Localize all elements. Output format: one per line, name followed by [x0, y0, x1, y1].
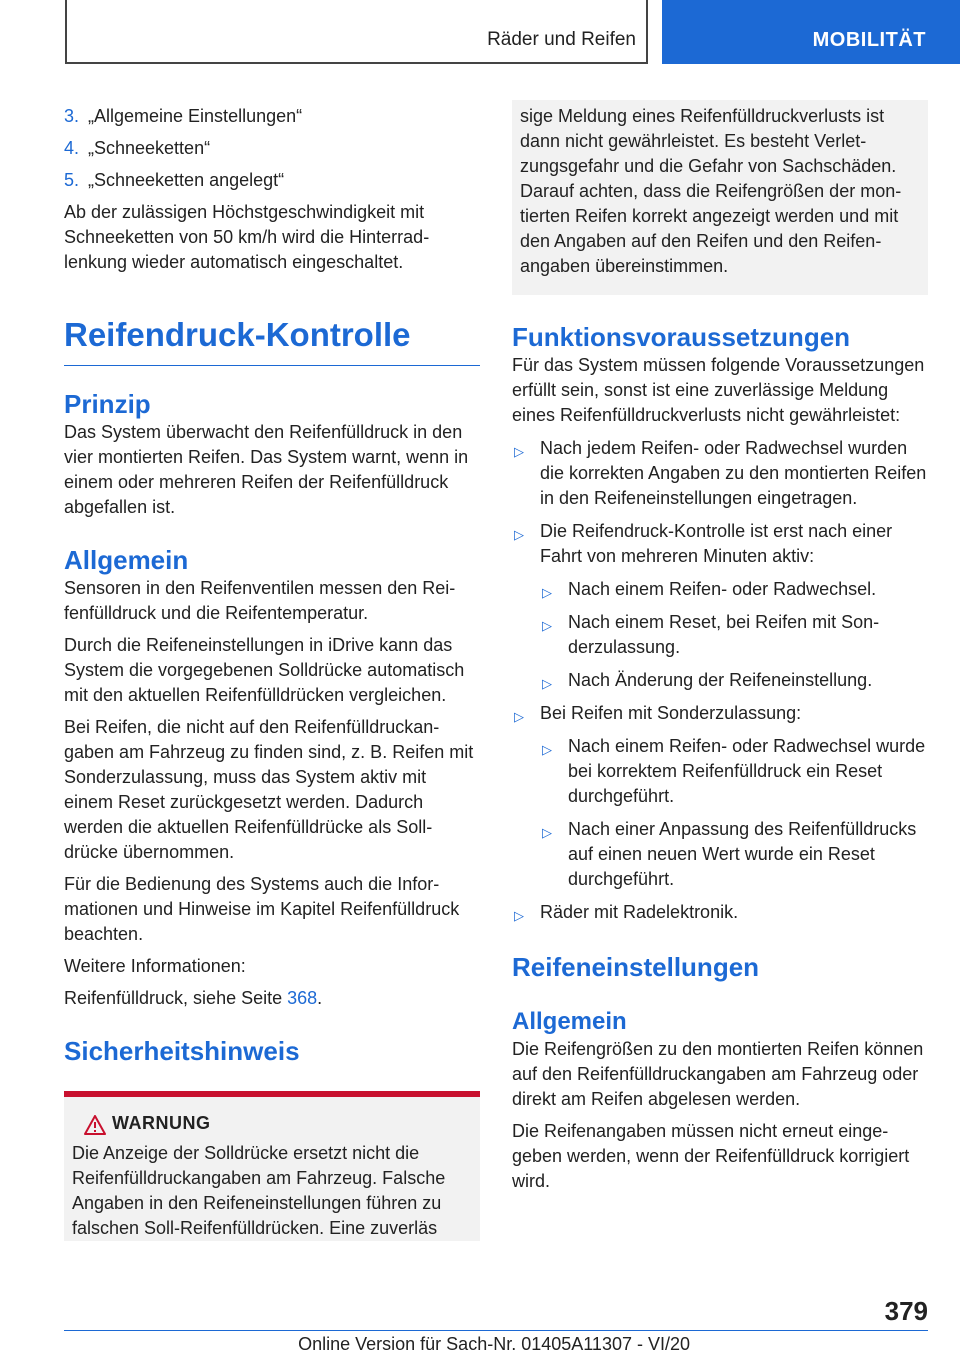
heading-allgemein: Allgemein	[64, 545, 189, 575]
right-column	[512, 104, 928, 1194]
funktion-text: Für das System müssen folgende Voraussetzungen erfüllt sein, sonst ist eine zuverlässige Meldung eines Reifenfülldruckverlusts nicht gewährleistet:	[512, 355, 925, 425]
list-item: ▷ Die Reifendruck-Kontrolle ist erst nach einer Fahrt von mehreren Minuten aktiv: ▷ Nach einem Reifen- oder Radwechsel. ▷ Nach einem Reset, bei Reifen mit Sonderzulassung. ▷ Nach Änderung der Reifeneinstellung.	[512, 519, 928, 693]
bullet-triangle-icon: ▷	[542, 618, 552, 633]
left-column	[64, 104, 480, 1241]
sub-list	[540, 734, 928, 892]
header-chapter-label: MOBILITÄT	[812, 29, 926, 51]
list-item: ▷ Nach jedem Reifen- oder Radwechsel wurden die korrekten Angaben zu den montierten Reifen in den Reifeneinstellungen eingetragen.	[514, 438, 927, 508]
list-item: ▷ Nach einem Reifen- oder Radwechsel wurde bei korrektem Reifenfülldruck ein Reset durchgeführt.	[542, 736, 926, 806]
footer-divider	[64, 1330, 928, 1331]
reifeneinst-text-1: Die Reifengrößen zu den montierten Reifen können auf den Reifenfülldruckangaben am Fahrzeug oder direkt am Reifen abgelesen werden.	[512, 1039, 924, 1109]
heading-sicherheitshinweis: Sicherheitshinweis	[64, 1036, 300, 1066]
allgemein-text-2: Durch die Reifeneinstellungen in iDrive kann das System die vorgegebenen Solldrücke automatisch mit den aktuellen Reifenfülldrücken vergleichen.	[64, 635, 465, 705]
page-number: 379	[884, 1296, 928, 1326]
bullet-triangle-icon: ▷	[514, 444, 524, 459]
requirements-list	[512, 436, 928, 925]
bullet-triangle-icon: ▷	[514, 709, 524, 724]
allgemein-text-5: Weitere Informationen:	[64, 956, 246, 976]
sub-list	[540, 577, 928, 693]
warning-text: Die Anzeige der Solldrücke ersetzt nicht die Reifenfülldruckangaben am Fahrzeug. Falsche Angaben in den Reifeneinstellungen führen zu falschen Soll-Reifenfülldrücken. Eine zuverläs	[72, 1143, 446, 1238]
heading-allgemein-2: Allgemein	[512, 1008, 627, 1035]
list-item: ▷ Nach einem Reset, bei Reifen mit Sonderzulassung.	[542, 612, 880, 657]
list-item: ▷ Bei Reifen mit Sonderzulassung: ▷ Nach einem Reifen- oder Radwechsel wurde bei korrektem Reifenfülldruck ein Reset durchgeführt. ▷ Nach einer Anpassung des Reifenfülldrucks auf einen neuen Wert wurde ein Reset durchgeführt.	[512, 701, 928, 892]
warning-triangle-icon	[84, 1115, 106, 1140]
list-item: ▷ Nach einer Anpassung des Reifenfülldrucks auf einen neuen Wert wurde ein Reset durchgeführt.	[542, 819, 917, 889]
reifeneinst-text-2: Die Reifenangaben müssen nicht erneut eingegeben werden, wenn der Reifenfülldruck korrigiert wird.	[512, 1121, 910, 1191]
heading-prinzip: Prinzip	[64, 389, 151, 419]
allgemein-text-4: Für die Bedienung des Systems auch die Informationen und Hinweise im Kapitel Reifenfülldruck beachten.	[64, 874, 460, 944]
bullet-triangle-icon: ▷	[542, 585, 552, 600]
warning-header	[72, 1113, 472, 1141]
bullet-triangle-icon: ▷	[542, 825, 552, 840]
warning-box-continued	[512, 100, 928, 295]
page-link[interactable]: 368	[287, 988, 318, 1008]
allgemein-text-1: Sensoren in den Reifenventilen messen den Reifenfülldruck und die Reifentemperatur.	[64, 578, 456, 623]
header-section-title: Räder und Reifen	[487, 29, 636, 50]
bullet-triangle-icon: ▷	[542, 676, 552, 691]
step-list	[64, 104, 480, 193]
allgemein-text-3: Bei Reifen, die nicht auf den Reifenfülldruckangaben am Fahrzeug zu finden sind, z. B. Reifen mit Sonderzulassung, muss das System aktiv mit einem Reset zurückgesetzt werden. Dadurch werden die aktuellen Reifenfülldrücke als Solldrücke übernommen.	[64, 717, 474, 862]
heading-reifeneinstellungen: Reifeneinstellungen	[512, 952, 760, 982]
list-item: ▷ Nach Änderung der Reifeneinstellung.	[540, 668, 928, 693]
bullet-triangle-icon: ▷	[542, 742, 552, 757]
list-item: 3. „Allgemeine Einstellungen“	[64, 106, 303, 126]
heading-funktionsvoraussetzungen: Funktionsvoraussetzungen	[512, 322, 851, 352]
footer-version-text: Online Version für Sach-Nr. 01405A11307 - VI/20	[298, 1334, 690, 1354]
steps-paragraph: Ab der zulässigen Höchstgeschwindigkeit mit Schneeketten von 50 km/h wird die Hinterradlenkung wieder automatisch eingeschaltet.	[64, 202, 430, 272]
list-item: ▷ Nach einem Reifen- oder Radwechsel.	[540, 577, 928, 602]
bullet-triangle-icon: ▷	[514, 527, 524, 542]
header-chapter-tab[interactable]	[662, 0, 960, 64]
warning-box	[64, 1091, 480, 1241]
list-item: 5. „Schneeketten angelegt“	[64, 170, 285, 190]
bullet-triangle-icon: ▷	[514, 908, 524, 923]
list-item: 4. „Schneeketten“	[64, 138, 211, 158]
warning-title: WARNUNG	[112, 1113, 211, 1133]
prinzip-text: Das System überwacht den Reifenfülldruck in den vier montierten Reifen. Das System warnt, wenn in einem oder mehreren Reifen der Reifenfülldruck abgefallen ist.	[64, 422, 469, 517]
page-reference: Reifenfülldruck, siehe Seite 368.	[64, 988, 323, 1008]
warning-text-continued: sige Meldung eines Reifenfülldruckverlusts ist dann nicht gewährleistet. Es besteht Verletzungsgefahr und die Gefahr von Sachschäden. Darauf achten, dass die Reifengrößen der montierten Reifen korrekt angezeigt werden und mit den Angaben auf den Reifen und den Reifenangaben übereinstimmen.	[520, 106, 902, 276]
list-item: ▷ Räder mit Radelektronik.	[512, 900, 928, 925]
section-heading-reifendruck: Reifendruck-Kontrolle	[64, 315, 480, 366]
